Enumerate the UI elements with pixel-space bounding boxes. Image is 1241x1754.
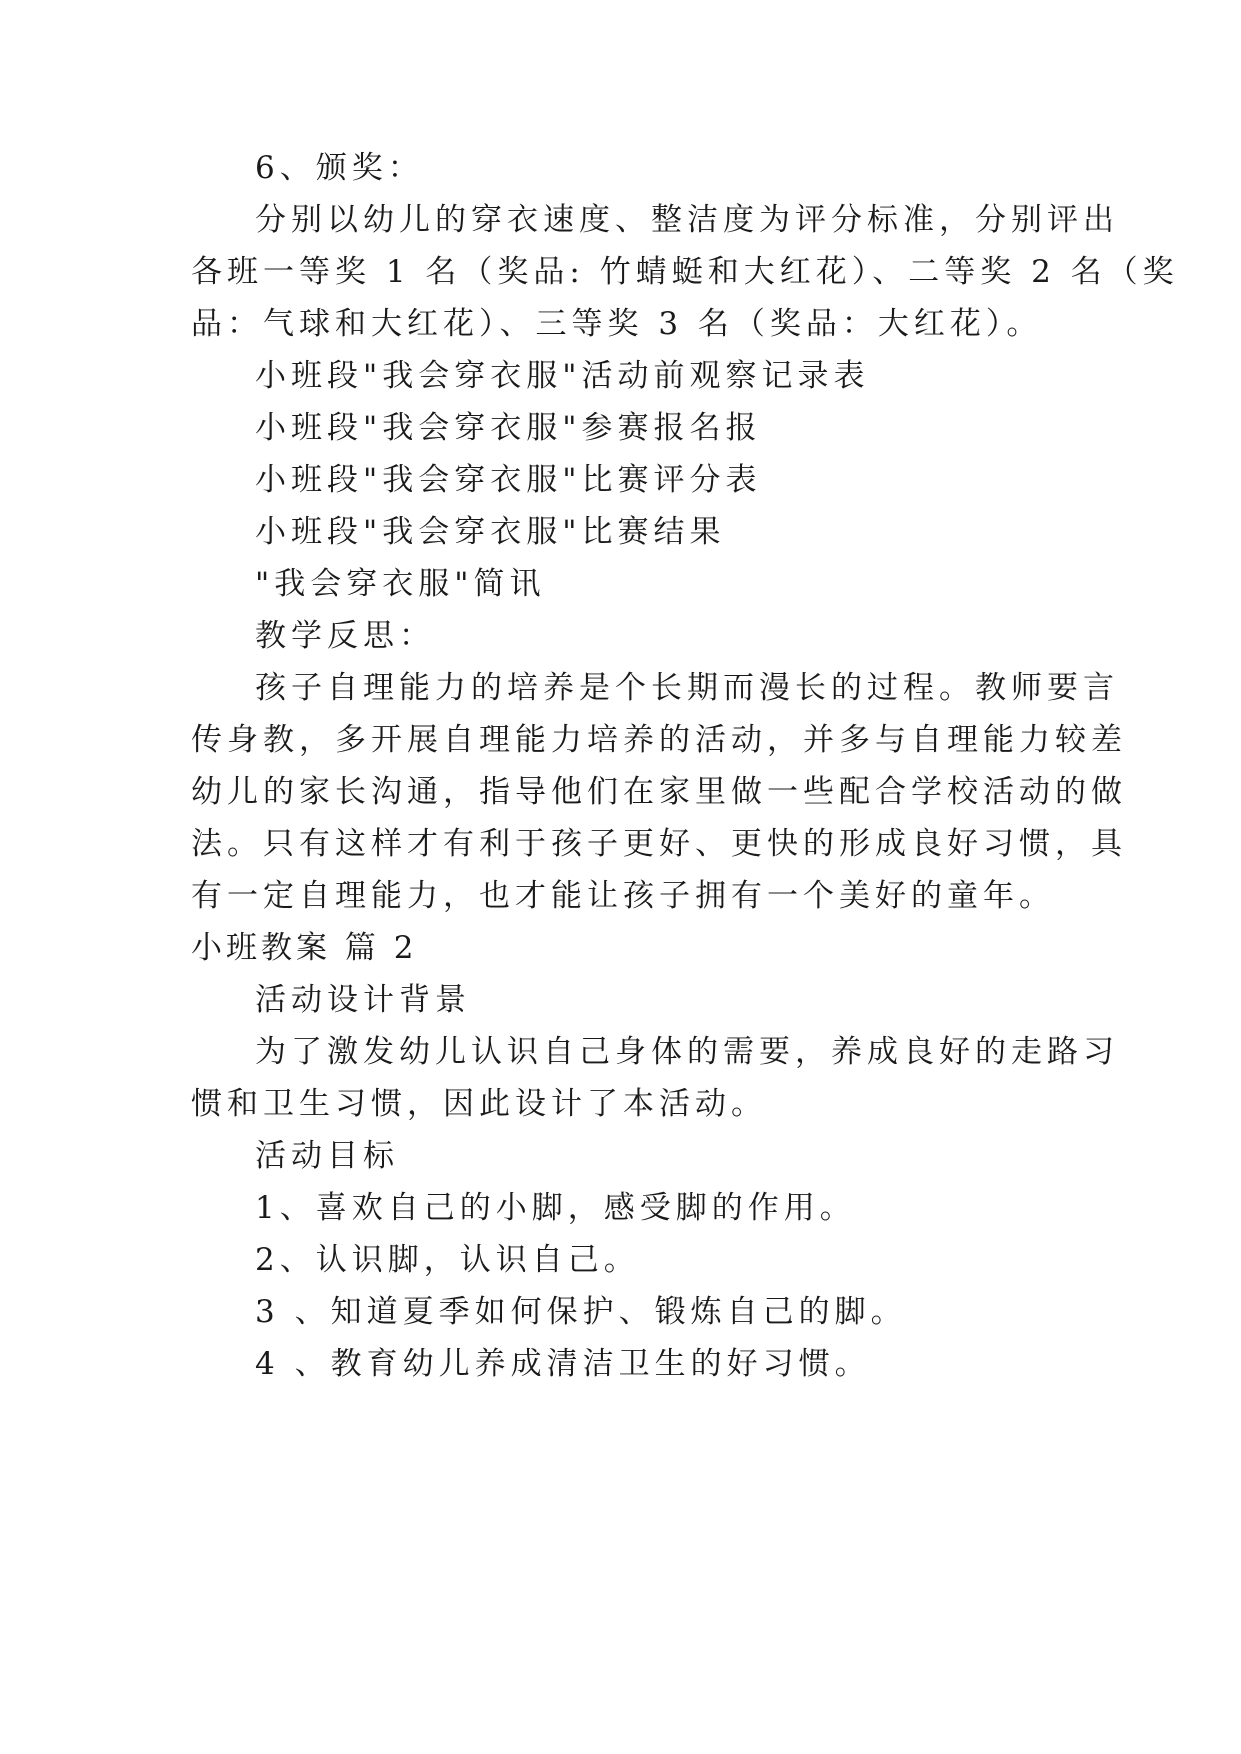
text-line-award-p3: 品：气球和大红花）、三等奖 3 名（奖品：大红花）。 (191, 306, 1043, 342)
text-line-background-p2: 惯和卫生习惯，因此设计了本活动。 (191, 1086, 767, 1122)
text-line-reflection-p1: 孩子自理能力的培养是个长期而漫长的过程。教师要言 (255, 670, 1119, 706)
text-line-goals-heading: 活动目标 (255, 1138, 399, 1174)
text-line-reflection-heading: 教学反思： (255, 618, 435, 654)
text-line-attachment-1: 小班段"我会穿衣服"活动前观察记录表 (255, 358, 870, 394)
text-line-goal-1: 1、喜欢自己的小脚，感受脚的作用。 (255, 1190, 856, 1226)
text-line-background-heading: 活动设计背景 (255, 982, 471, 1018)
text-line-reflection-p3: 幼儿的家长沟通，指导他们在家里做一些配合学校活动的做 (191, 774, 1127, 810)
section-title-lesson-2: 小班教案 篇 2 (191, 930, 418, 966)
text-line-attachment-5: "我会穿衣服"简讯 (255, 566, 546, 602)
text-line-reflection-p2: 传身教，多开展自理能力培养的活动，并多与自理能力较差 (191, 722, 1127, 758)
text-line-goal-2: 2、认识脚，认识自己。 (255, 1242, 640, 1278)
text-line-award-p1: 分别以幼儿的穿衣速度、整洁度为评分标准，分别评出 (255, 202, 1119, 238)
text-line-award-heading: 6、颁奖： (255, 150, 424, 186)
text-line-attachment-4: 小班段"我会穿衣服"比赛结果 (255, 514, 726, 550)
text-line-goal-3: 3 、知道夏季如何保护、锻炼自己的脚。 (255, 1294, 907, 1330)
text-line-goal-4: 4 、教育幼儿养成清洁卫生的好习惯。 (255, 1346, 871, 1382)
text-line-attachment-3: 小班段"我会穿衣服"比赛评分表 (255, 462, 762, 498)
text-line-award-p2: 各班一等奖 1 名（奖品: 竹蜻蜓和大红花）、二等奖 2 名（奖 (191, 254, 1179, 290)
text-line-attachment-2: 小班段"我会穿衣服"参赛报名报 (255, 410, 762, 446)
text-line-reflection-p4: 法。只有这样才有利于孩子更好、更快的形成良好习惯，具 (191, 826, 1127, 862)
text-line-background-p1: 为了激发幼儿认识自己身体的需要，养成良好的走路习 (255, 1034, 1119, 1070)
text-line-reflection-p5: 有一定自理能力，也才能让孩子拥有一个美好的童年。 (191, 878, 1055, 914)
